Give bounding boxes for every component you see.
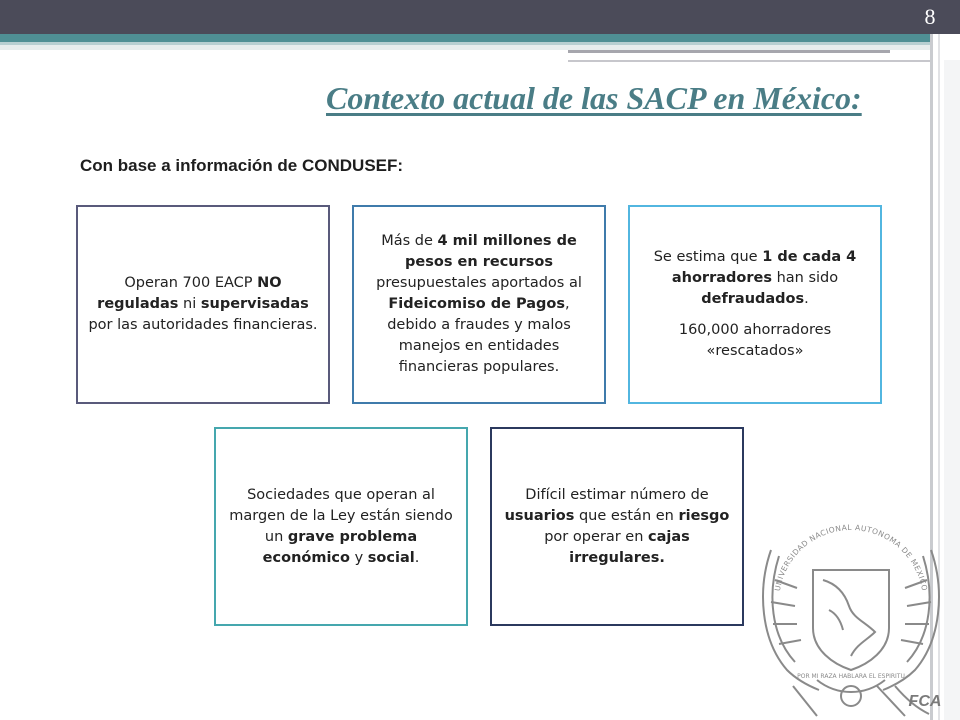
seal-motto: POR MI RAZA HABLARA EL ESPIRITU	[797, 673, 905, 680]
header-grey-line-2	[568, 60, 930, 62]
top-header-bar	[0, 0, 960, 34]
unam-seal-logo	[757, 510, 945, 720]
page-number: 8	[924, 4, 936, 29]
seal-text-arc: UNIVERSIDAD NACIONAL AUTONOMA DE MEXICO	[772, 522, 930, 592]
info-card-eacp	[76, 205, 330, 404]
info-card-usuarios	[490, 427, 744, 626]
svg-text:UNIVERSIDAD NACIONAL AUTONOMA	[773, 523, 929, 592]
info-card-sociedades	[214, 427, 468, 626]
header-grey-line	[568, 50, 890, 53]
info-card-fideicomiso	[352, 205, 606, 404]
slide-subtitle: Con base a información de CONDUSEF:	[80, 156, 404, 175]
card-text: Operan 700 EACP NO reguladas ni supervisadas por las autoridades financieras.	[88, 275, 318, 333]
card-text: Sociedades que operan al margen de la Ley están siendo un grave problema económico y social.	[229, 486, 453, 566]
info-card-ahorradores	[628, 205, 882, 404]
slide-title: Contexto actual de las SACP en México:	[326, 80, 862, 116]
fca-logo-text: FCA	[908, 693, 942, 710]
card-text: Más de 4 mil millones de pesos en recursos presupuestales aportados al Fideicomiso de Pagos, debido a fraudes y malos manejos en entidades financieras populares.	[376, 233, 582, 375]
card-text-secondary: 160,000 ahorradores «rescatados»	[678, 322, 832, 359]
header-accent-bar	[0, 34, 930, 42]
card-text: Difícil estimar número de usuarios que están en riesgo por operar en cajas irregulares.	[504, 486, 730, 566]
right-border-strip	[944, 60, 960, 720]
card-text: Se estima que 1 de cada 4 ahorradores han sido defraudados.	[653, 249, 857, 307]
